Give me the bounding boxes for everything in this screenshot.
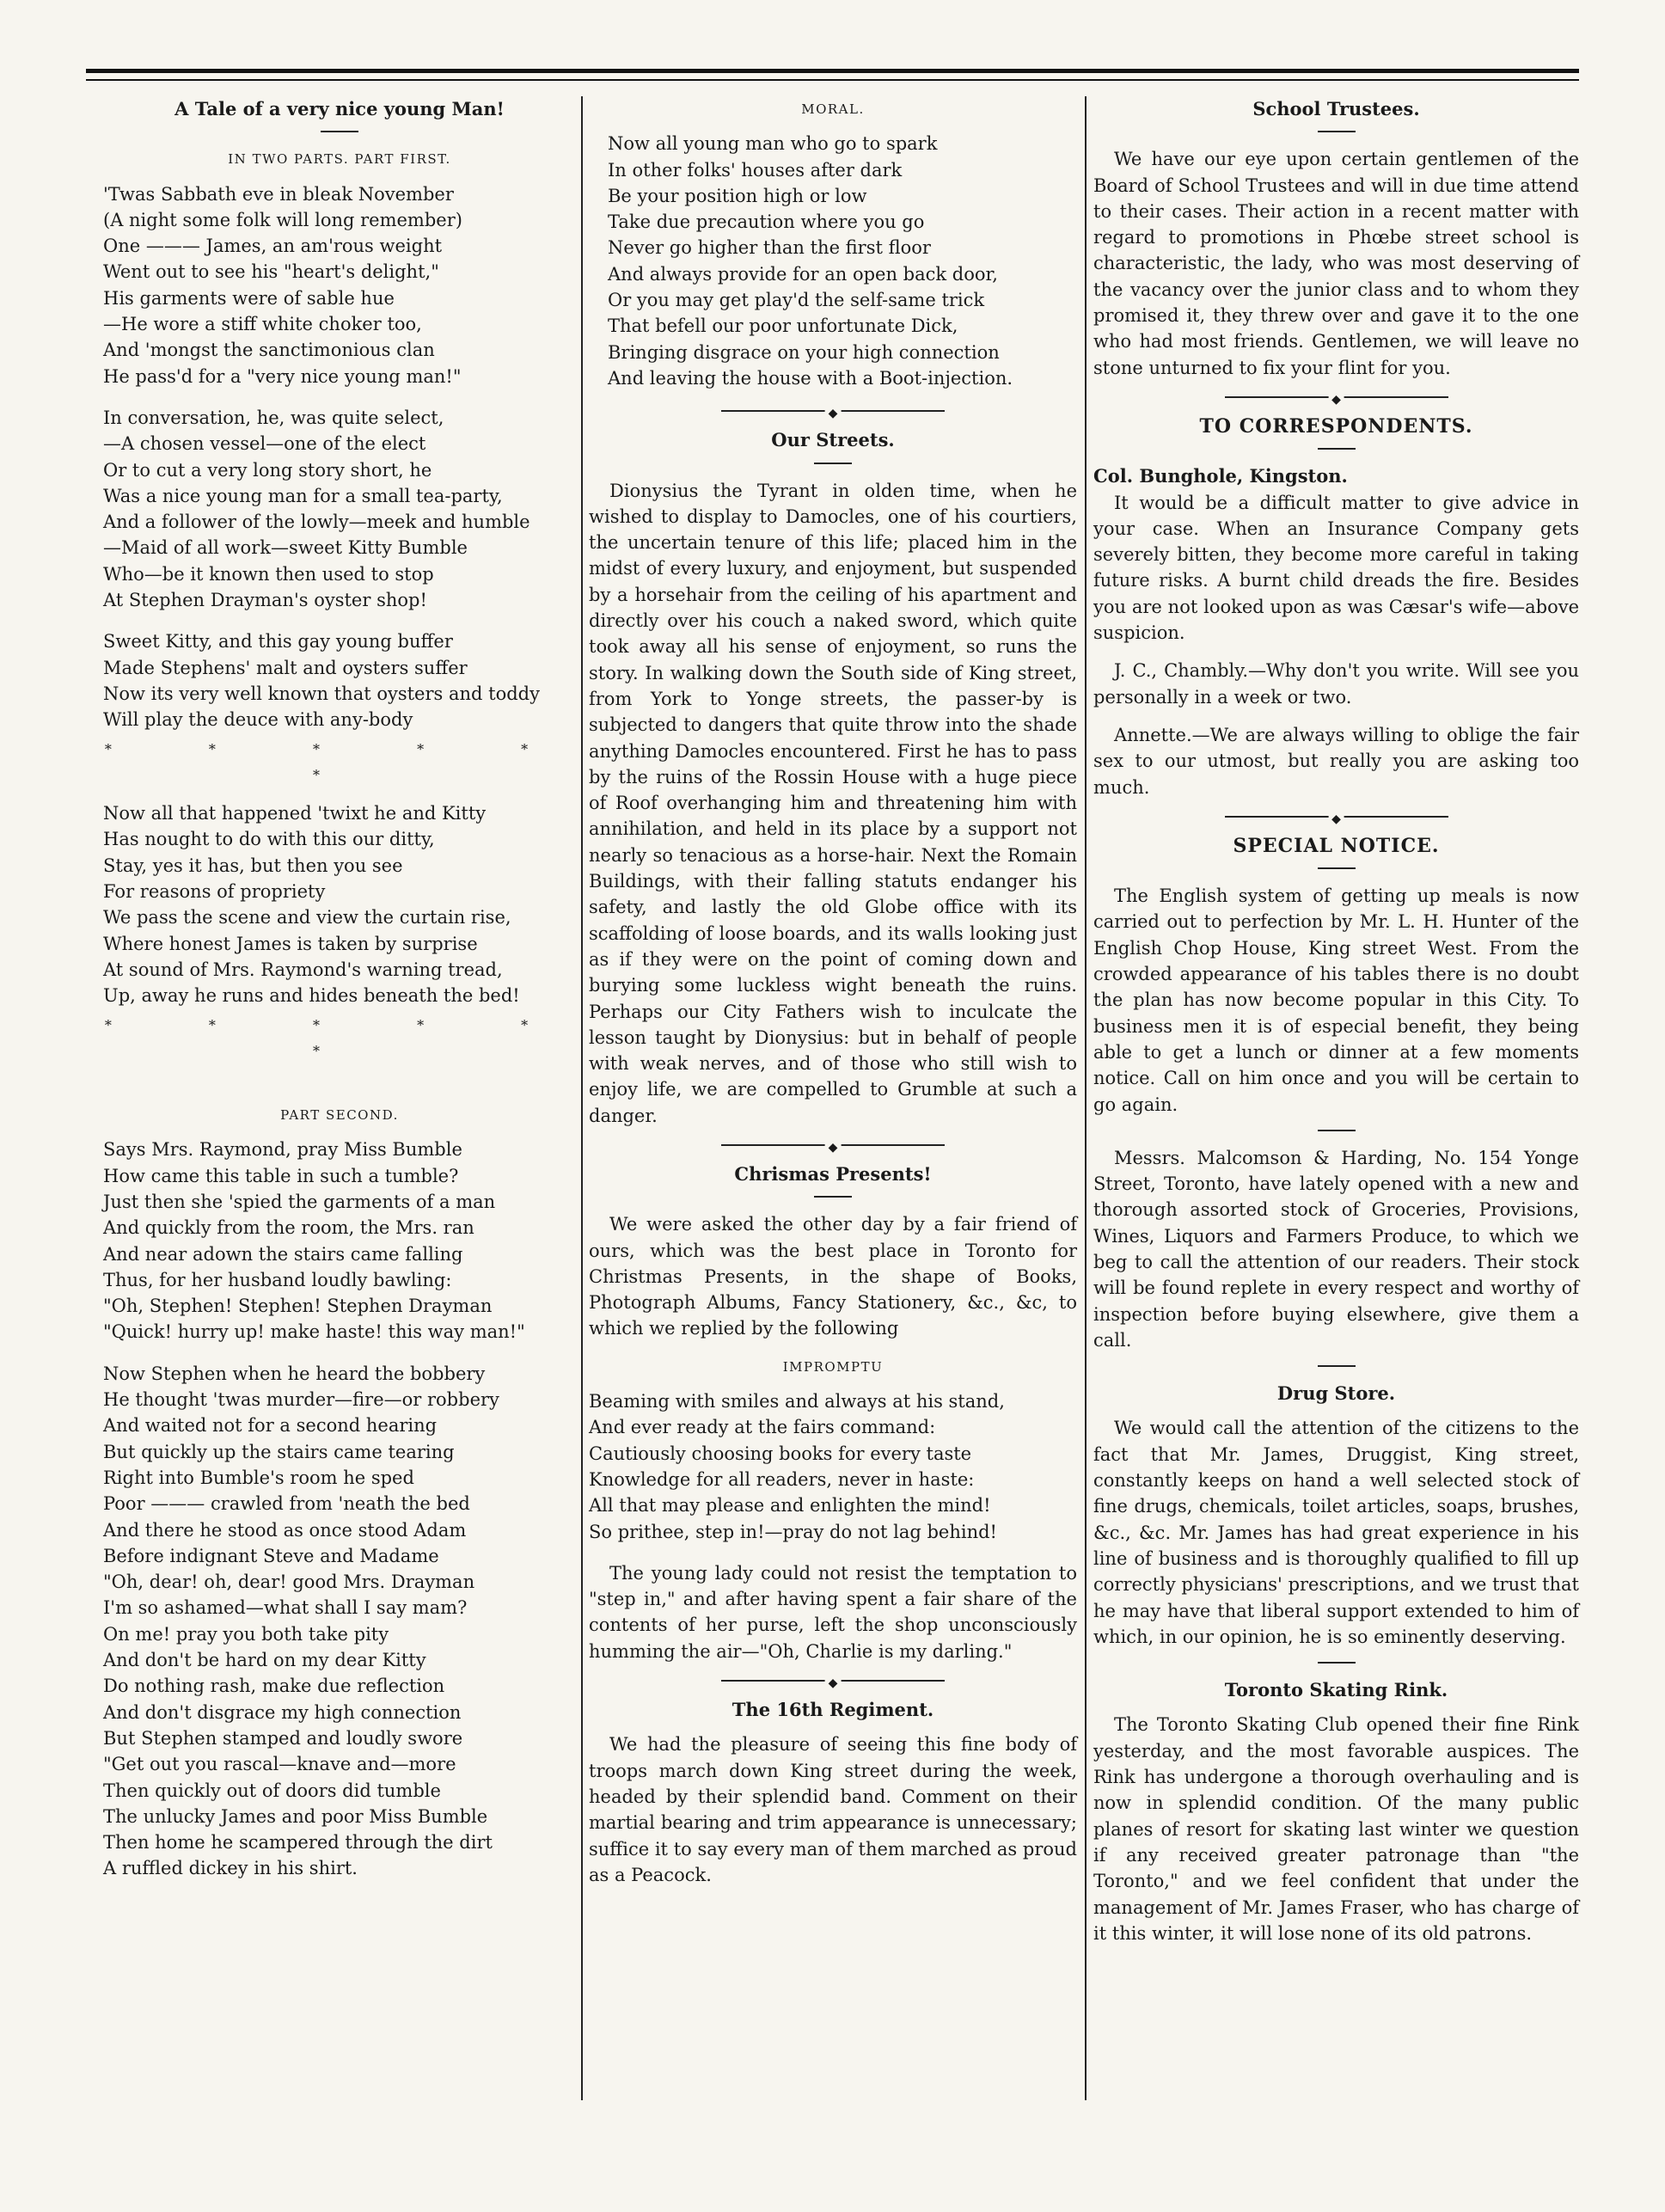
verse-line: Or you may get play'd the self-same trick: [608, 290, 985, 311]
verse-line: Then home he scampered through the dirt: [103, 1832, 493, 1854]
verse-line: Up, away he runs and hides beneath the bed!: [103, 985, 520, 1007]
trustees-dash: [1318, 131, 1356, 132]
correspondents-heading: TO CORRESPONDENTS.: [1199, 414, 1473, 438]
verse-line: Sweet Kitty, and this gay young buffer: [103, 631, 453, 653]
verse-line: The unlucky James and poor Miss Bumble: [103, 1805, 488, 1827]
verse-line: "Oh, Stephen! Stephen! Stephen Drayman: [103, 1296, 493, 1317]
skating-rink-text: The Toronto Skating Club opened their fine Rink yesterday, and the most favorable auspices. The Rink has undergone a thorough overhauling and is now in splendid condition. Of the many public planes of resort for skating last winter we question if any received greater patronage than "the Toronto," and we feel confident that under the management of Mr. James Fraser, who has charge of it this winter, it will lose none of its old patrons.: [1093, 1714, 1579, 1944]
verse-line: Knowledge for all readers, never in haste:: [589, 1468, 975, 1490]
verse-line: "Get out you rascal—knave and—more: [103, 1754, 456, 1775]
verse-line: Will play the deuce with any-body: [103, 709, 413, 731]
title-dash: [321, 131, 358, 132]
verse-line: One ——— James, an am'rous weight: [103, 236, 443, 257]
rink-separator: [1318, 1662, 1356, 1664]
verse-line: For reasons of propriety: [103, 881, 326, 903]
stars-divider-2: * * * * * *: [104, 1016, 575, 1059]
verse-line: And don't be hard on my dear Kitty: [103, 1650, 426, 1671]
verse-line: Thus, for her husband loudly bawling:: [103, 1269, 452, 1290]
stanza-1: [103, 181, 576, 389]
regiment-article: We had the pleasure of seeing this fine body of troops march down King street during the week, headed by their splendid band. Comment on their martial bearing and trim appearance is unnecessary; suffice it to say every man of them marched as proud as a Peacock.: [589, 1734, 1077, 1885]
stanza-2: [103, 405, 576, 613]
verse-line: But quickly up the stairs came tearing: [103, 1441, 455, 1462]
grocer-notice-text: Messrs. Malcomson & Harding, No. 154 Yonge Street, Toronto, have lately opened with a new and thorough assorted stock of Groceries, Provisions, Wines, Liquors and Farmers Produce, to which we beg to call the attention of our readers. Their stock will be found replete in every respect and worthy of inspection before buying elsewhere, give them a call.: [1093, 1147, 1579, 1351]
poem-title: A Tale of a very nice young Man!: [174, 98, 505, 119]
verse-line: Poor ——— crawled from 'neath the bed: [103, 1493, 470, 1515]
trustees-article: We have our eye upon certain gentlemen of the Board of School Trustees and will in due time attend to their cases. Their action in a recent matter with regard to promotions in Phœbe street school is characteristic, the lady, who was most deserving of the vacancy over the junior class and to whom they promised it, they threw over and gave it to the one who had most friends. Gentlemen, we will leave no stone unturned to fix your flint for you.: [1093, 149, 1579, 378]
column-divider-2: [1085, 96, 1087, 2100]
verse-line: Now all that happened 'twixt he and Kitty: [103, 803, 487, 824]
verse-line: I'm so ashamed—what shall I say mam?: [103, 1597, 468, 1619]
verse-line: Has nought to do with this our ditty,: [103, 829, 435, 850]
verse-line: —Maid of all work—sweet Kitty Bumble: [103, 537, 468, 559]
correspondent-2-reply: J. C., Chambly.—Why don't you write. Will see you personally in a week or two.: [1093, 660, 1579, 708]
verse-line: His garments were of sable hue: [103, 287, 395, 309]
verse-line: All that may please and enlighten the mind!: [589, 1495, 991, 1517]
verse-line: Says Mrs. Raymond, pray Miss Bumble: [103, 1139, 462, 1161]
notice-dash: [1318, 867, 1356, 869]
verse-line: Just then she 'spied the garments of a man: [103, 1191, 496, 1212]
verse-line: And ever ready at the fairs command:: [589, 1417, 936, 1438]
verse-line: "Oh, dear! oh, dear! good Mrs. Drayman: [103, 1572, 475, 1593]
special-notice-heading: SPECIAL NOTICE.: [1233, 834, 1440, 857]
verse-line: 'Twas Sabbath eve in bleak November: [103, 183, 454, 205]
verse-line: Or to cut a very long story short, he: [103, 459, 432, 481]
verse-line: Be your position high or low: [608, 185, 867, 206]
verse-line: We pass the scene and view the curtain rise,: [103, 907, 511, 928]
verse-line: Went out to see his "heart's delight,": [103, 261, 439, 283]
verse-line: Bringing disgrace on your high connection: [608, 341, 1000, 363]
verse-line: And there he stood as once stood Adam: [103, 1519, 467, 1541]
verse-line: Before indignant Steve and Madame: [103, 1545, 439, 1566]
stanza-4: [103, 800, 576, 1008]
stanza-6: [103, 1361, 576, 1882]
verse-line: And near adown the stairs came falling: [103, 1243, 463, 1265]
column-1: [103, 96, 576, 2109]
verse-line: But Stephen stamped and loudly swore: [103, 1727, 463, 1749]
special-notice-text: The English system of getting up meals is now carried out to perfection by Mr. L. H. Hunter of the English Chop House, King street West. From the crowded appearance of his tables there is no doubt the plan has now become popular in this City. To business men it is of especial benefit, they being able to get a lunch or dinner at a few moments notice. Call on him once and you will be certain to go again.: [1093, 885, 1579, 1115]
verse-line: Now its very well known that oysters and toddy: [103, 683, 540, 704]
verse-line: Then quickly out of doors did tumble: [103, 1780, 441, 1801]
verse-line: —He wore a stiff white choker too,: [103, 314, 422, 335]
verse-line: Now Stephen when he heard the bobbery: [103, 1363, 486, 1384]
verse-line: Who—be it known then used to stop: [103, 563, 434, 585]
stars-divider-1: * * * * * *: [104, 740, 575, 783]
verse-line: Cautiously choosing books for every taste: [589, 1443, 972, 1464]
xmas-after-text: The young lady could not resist the temptation to "step in," and after having spent a fair share of the contents of her purse, left the shop unconsciously humming the air—"Oh, Charlie is my darling.": [589, 1562, 1077, 1662]
verse-line: Was a nice young man for a small tea-party,: [103, 485, 503, 506]
verse-line: Where honest James is taken by surprise: [103, 933, 478, 954]
part-second-heading: PART SECOND.: [280, 1107, 399, 1124]
verse-line: Never go higher than the first floor: [608, 237, 931, 259]
top-rule-thick: [86, 69, 1579, 73]
trustees-heading: School Trustees.: [1252, 98, 1420, 119]
drug-store-text: We would call the attention of the citizens to the fact that Mr. James, Druggist, King street, constantly keeps on hand a well selected stock of fine drugs, chemicals, toilet articles, soaps, brushes, &c., &c. Mr. James has had great experience in his line of business and is thoroughly qualified to fill up correctly physicians' prescriptions, and we trust that he may have that liberal support extended to him of which, in our opinion, he is so eminently deserving.: [1093, 1418, 1579, 1647]
verse-line: At sound of Mrs. Raymond's warning tread,: [103, 959, 503, 980]
drug-store-heading: Drug Store.: [1276, 1382, 1396, 1405]
drug-separator: [1318, 1365, 1356, 1367]
skating-rink-heading: Toronto Skating Rink.: [1224, 1679, 1448, 1701]
verse-line: In other folks' houses after dark: [608, 159, 903, 181]
column-divider-1: [581, 96, 583, 2100]
verse-line: And quickly from the room, the Mrs. ran: [103, 1217, 474, 1239]
streets-dash: [814, 463, 852, 464]
verse-line: And a follower of the lowly—meek and humble: [103, 512, 530, 533]
verse-line: Right into Bumble's room he sped: [103, 1467, 414, 1488]
xmas-dash: [814, 1196, 852, 1198]
moral-verse: [589, 131, 1077, 391]
verse-line: On me! pray you both take pity: [103, 1623, 389, 1645]
xmas-article: We were asked the other day by a fair friend of ours, which was the best place in Toronto for Christmas Presents, in the shape of Books, Photograph Albums, Fancy Stationery, &c., &c, to which we replied by the following: [589, 1214, 1077, 1339]
verse-line: Do nothing rash, make due reflection: [103, 1676, 445, 1697]
stanza-3: [103, 628, 576, 732]
ornament-divider: [721, 407, 945, 415]
notice-separator: [1318, 1130, 1356, 1131]
moral-heading: MORAL.: [801, 101, 865, 117]
streets-article: Dionysius the Tyrant in olden time, when he wished to display to Damocles, one of his courtiers, the uncertain tenure of this life; placed him in the midst of every luxury, and enjoyment, but suspended by a horsehair from the ceiling of his apartment and directly over his couch a naked sword, which quite took away all his sense of enjoyment, so runs the story. In walking down the South side of King street, from York to Yonge streets, the passer-by is subjected to dangers that quite throw into the shade anything Damocles encountered. First he has to pass by the ruins of the Rossin House with a huge piece of Roof overhanging him and threatening him with annihilation, and held in its place by a support not nearly so tenacious as a horse-hair. Next the Romain Buildings, with their falling statuts endanger his safety, and lastly the old Globe office with its scaffolding of loose boards, and its walls looking just as if they were on the point of coming down and burying some luckless wight beneath the ruins. Perhaps our City Fathers wish to inculcate the lesson taught by Dionysius: but in behalf of people with weak nerves, and of those who still wish to enjoy life, we are compelled to Grumble at such a danger.: [589, 480, 1077, 1126]
regiment-heading: The 16th Regiment.: [731, 1699, 934, 1721]
verse-line: And leaving the house with a Boot-injection.: [608, 367, 1013, 389]
streets-heading: Our Streets.: [771, 429, 895, 451]
verse-line: At Stephen Drayman's oyster shop!: [103, 590, 427, 611]
verse-line: Beaming with smiles and always at his stand,: [589, 1391, 1005, 1412]
ornament-divider: [1225, 393, 1448, 401]
correspondents-dash: [1318, 448, 1356, 450]
verse-line: Made Stephens' malt and oysters suffer: [103, 657, 468, 678]
verse-line: A ruffled dickey in his shirt.: [103, 1858, 358, 1879]
verse-line: He pass'd for a "very nice young man!": [103, 365, 462, 387]
ornament-divider: [721, 1676, 945, 1685]
verse-line: In conversation, he, was quite select,: [103, 407, 444, 428]
ornament-divider: [1225, 812, 1448, 821]
verse-line: And waited not for a second hearing: [103, 1415, 438, 1437]
verse-line: Take due precaution where you go: [608, 211, 925, 233]
poem-subtitle: IN TWO PARTS. PART FIRST.: [228, 151, 451, 168]
verse-line: And don't disgrace my high connection: [103, 1701, 462, 1723]
correspondent-1-label: Col. Bunghole, Kingston.: [1093, 465, 1348, 487]
verse-line: How came this table in such a tumble?: [103, 1165, 459, 1186]
xmas-heading: Chrismas Presents!: [734, 1162, 932, 1185]
correspondent-1-reply: It would be a difficult matter to give advice in your case. When an Insurance Company gets severely bitten, they become more careful in taking future risks. A burnt child dreads the fire. Besides you are not looked upon as was Cæsar's wife—above suspicion.: [1093, 492, 1579, 644]
verse-line: And 'mongst the sanctimonious clan: [103, 340, 435, 361]
verse-line: Now all young man who go to spark: [608, 133, 938, 155]
column-3: [1093, 96, 1579, 2109]
verse-line: —A chosen vessel—one of the elect: [103, 433, 426, 455]
verse-line: (A night some folk will long remember): [103, 209, 462, 230]
verse-line: Stay, yes it has, but then you see: [103, 855, 403, 876]
verse-line: So prithee, step in!—pray do not lag behind!: [589, 1521, 997, 1542]
verse-line: "Quick! hurry up! make haste! this way man!": [103, 1321, 525, 1343]
ornament-divider: [721, 1141, 945, 1149]
correspondent-3-reply: Annette.—We are always willing to oblige the fair sex to our utmost, but really you are asking too much.: [1093, 724, 1579, 798]
stanza-5: [103, 1137, 576, 1345]
impromptu-verse: [589, 1388, 1077, 1545]
verse-line: He thought 'twas murder—fire—or robbery: [103, 1389, 499, 1411]
verse-line: And always provide for an open back door,: [608, 263, 998, 285]
verse-line: That befell our poor unfortunate Dick,: [608, 316, 958, 337]
column-2: [589, 96, 1077, 2109]
impromptu-heading: IMPROMPTU: [782, 1358, 884, 1375]
top-rule-thin: [86, 79, 1579, 81]
